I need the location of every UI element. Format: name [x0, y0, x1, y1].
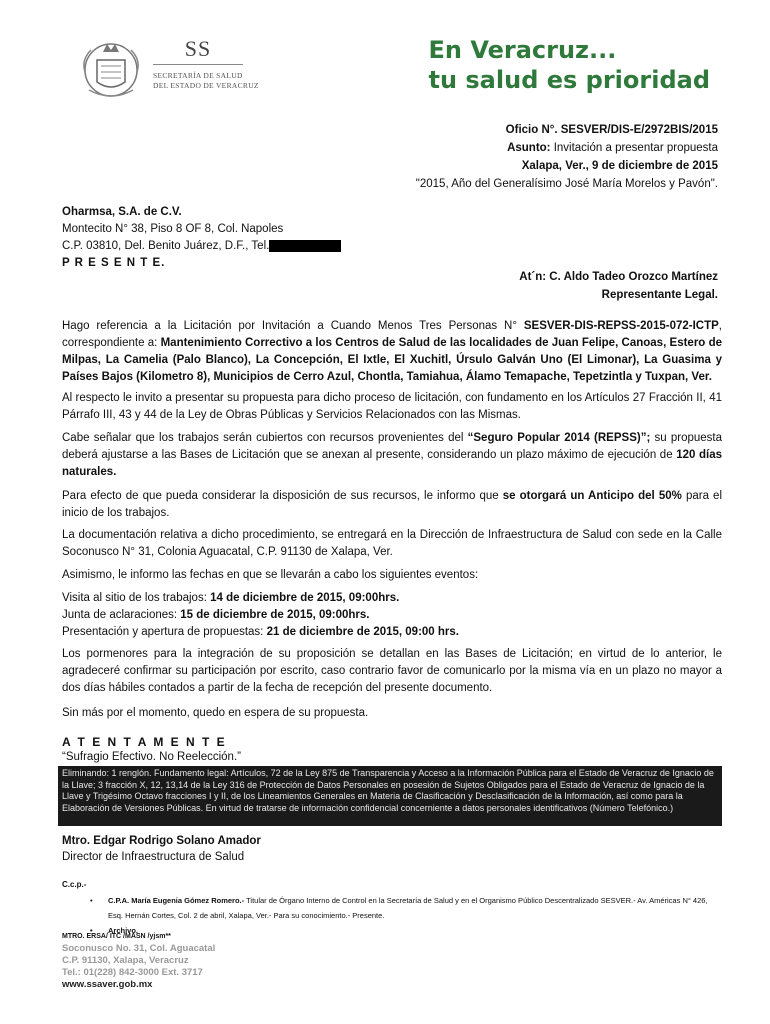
redaction-note: Eliminando: 1 renglón. Fundamento legal: Artículos, 72 de la Ley 875 de Transparencia y Acceso a la Información Pública para el Estado de Veracruz de Ignacio de la Llave; 3 fracción X, 12, 13,14 de la Ley 316 de Protección de Datos Personales en posesión de Sujetos Obligados para el Estado de Veracruz de Ignacio de la Llave y Trigésimo Octavo fracciones I y II, de los Lineamientos Generales en Materia de Clasificación y Desclasificación de la Información, así como para la Elaboración de Versiones Públicas. En virtud de tratarse de información confidencial concerniente a datos personales identificativos (Número Telefónico.)	[58, 766, 722, 826]
signer-name: Mtro. Edgar Rodrigo Solano Amador	[62, 835, 261, 847]
initials: MTRO. ERSA/ ITC /MASN /yjsm**	[62, 933, 171, 940]
divider	[153, 64, 243, 65]
ccp-label: C.c.p.-	[62, 880, 87, 889]
attention-line: At´n: C. Aldo Tadeo Orozco Martínez	[519, 271, 718, 283]
paragraph-funding: Cabe señalar que los trabajos serán cubiertos con recursos provenientes del “Seguro Popular 2014 (REPSS)”; su propuesta deberá ajustarse a las Bases de Licitación que se anexan al presente, considerando un plazo máximo de ejecución de 120 días naturales.	[62, 432, 723, 478]
attention-role: Representante Legal.	[601, 289, 718, 301]
recipient-address1: Montecito N° 38, Piso 8 OF 8, Col. Napoles	[62, 223, 284, 235]
presente: P R E S E N T E.	[62, 257, 166, 269]
sufragio: “Sufragio Efectivo. No Reelección.”	[62, 751, 241, 763]
place-date: Xalapa, Ver., 9 de diciembre de 2015	[521, 160, 718, 172]
paragraph-invitation: Al respecto le invito a presentar su propuesta para dicho proceso de licitación, con fundamento en los Artículos 27 Fracción II, 41 Párrafo III, 43 y 44 de la Ley de Obras Públicas y Servicios Relacionados con las Mismas.	[62, 392, 722, 421]
document-meta	[416, 121, 718, 193]
atentamente: A T E N T A M E N T E	[62, 735, 227, 749]
redacted-phone	[269, 240, 341, 252]
recipient-address2: C.P. 03810, Del. Benito Juárez, D.F., Tel.	[62, 238, 341, 255]
ccp-item: • Archivo.	[90, 923, 720, 938]
signer-title: Director de Infraestructura de Salud	[62, 851, 245, 863]
ss-letters: SS	[184, 36, 212, 61]
institution-logo	[75, 28, 275, 108]
institution-line2: DEL ESTADO DE VERACRUZ	[153, 81, 259, 90]
recipient-block	[62, 204, 341, 272]
year-motto: "2015, Año del Generalísimo José María Morelos y Pavón".	[415, 178, 718, 190]
slogan-line2: tu salud es prioridad	[428, 66, 710, 94]
paragraph-advance: Para efecto de que pueda considerar la disposición de sus recursos, le informo que se otorgará un Anticipo del 50% para el inicio de los trabajos.	[62, 490, 722, 519]
oficio-number: Oficio N°. SESVER/DIS-E/2972BIS/2015	[505, 124, 718, 136]
footer-line2: C.P. 91130, Xalapa, Veracruz	[62, 955, 189, 966]
footer-website-link[interactable]: www.ssaver.gob.mx	[62, 979, 153, 990]
footer-address	[62, 943, 215, 991]
recipient-company: Oharmsa, S.A. de C.V.	[62, 206, 182, 218]
events-list	[62, 590, 722, 641]
slogan	[428, 35, 710, 95]
event-site-visit: Visita al sitio de los trabajos: 14 de diciembre de 2015, 09:00hrs.	[62, 592, 400, 604]
paragraph-closing: Sin más por el momento, quedo en espera de su propuesta.	[62, 707, 369, 719]
paragraph-events-intro: Asimismo, le informo las fechas en que se llevarán a cabo los siguientes eventos:	[62, 569, 479, 581]
signer-block	[62, 833, 261, 865]
ccp-list	[90, 893, 720, 938]
bullet-icon: •	[90, 926, 93, 935]
veracruz-seal-icon	[75, 32, 147, 104]
footer-line1: Soconusco No. 31, Col. Aguacatal	[62, 943, 216, 954]
footer-line3: Tel.: 01(228) 842-3000 Ext. 3717	[62, 967, 203, 978]
institution-line1: SECRETARÍA DE SALUD	[153, 71, 243, 80]
event-opening: Presentación y apertura de propuestas: 21 de diciembre de 2015, 09:00 hrs.	[62, 626, 459, 638]
slogan-line1: En Veracruz...	[428, 36, 617, 64]
attention-block	[519, 268, 718, 304]
event-clarifications: Junta de aclaraciones: 15 de diciembre de 2015, 09:00hrs.	[62, 609, 370, 621]
paragraph-reference: Hago referencia a la Licitación por Invitación a Cuando Menos Tres Personas N° SESVER-DIS-REPSS-2015-072-ICTP, correspondiente a: Mantenimiento Correctivo a los Centros de Salud de las localidades de Juan Felipe, Canoas, Estero de Milpas, La Camelia (Palo Blanco), La Concepción, El Ixtle, El Xuchitl, Úrsulo Galván Uno (El Limonar), La Guasima y Países Bajos (Kilometro 8), Municipios de Cerro Azul, Chontla, Tamiahua, Álamo Temapache, Tepetzintla y Tuxpan, Ver.	[62, 320, 723, 383]
ccp-item: • C.P.A. María Eugenia Gómez Romero.- Titular de Órgano Interno de Control en la Secretaría de Salud y en el Organismo Público Descentralizado SESVER.- Av. Américas N° 426, Esq. Hernán Cortes, Col. 2 de abril, Xalapa, Ver.- Para su conocimiento.- Presente.	[90, 893, 720, 923]
asunto: Asunto: Invitación a presentar propuesta	[507, 142, 718, 154]
paragraph-details: Los pormenores para la integración de su proposición se detallan en las Bases de Licitación; en virtud de lo anterior, le agradeceré confirmar su participación por escrito, caso contrario favor de comunicarlo por la misma vía en un plazo no mayor a dos días hábiles contados a partir de la fecha de recepción del presente documento.	[62, 648, 722, 694]
paragraph-documentation: La documentación relativa a dicho procedimiento, se entregará en la Dirección de Infraestructura de Salud con sede en la Calle Soconusco N° 31, Colonia Aguacatal, C.P. 91130 de Xalapa, Ver.	[62, 529, 722, 558]
ss-logo	[153, 36, 283, 91]
bullet-icon: •	[90, 896, 93, 905]
